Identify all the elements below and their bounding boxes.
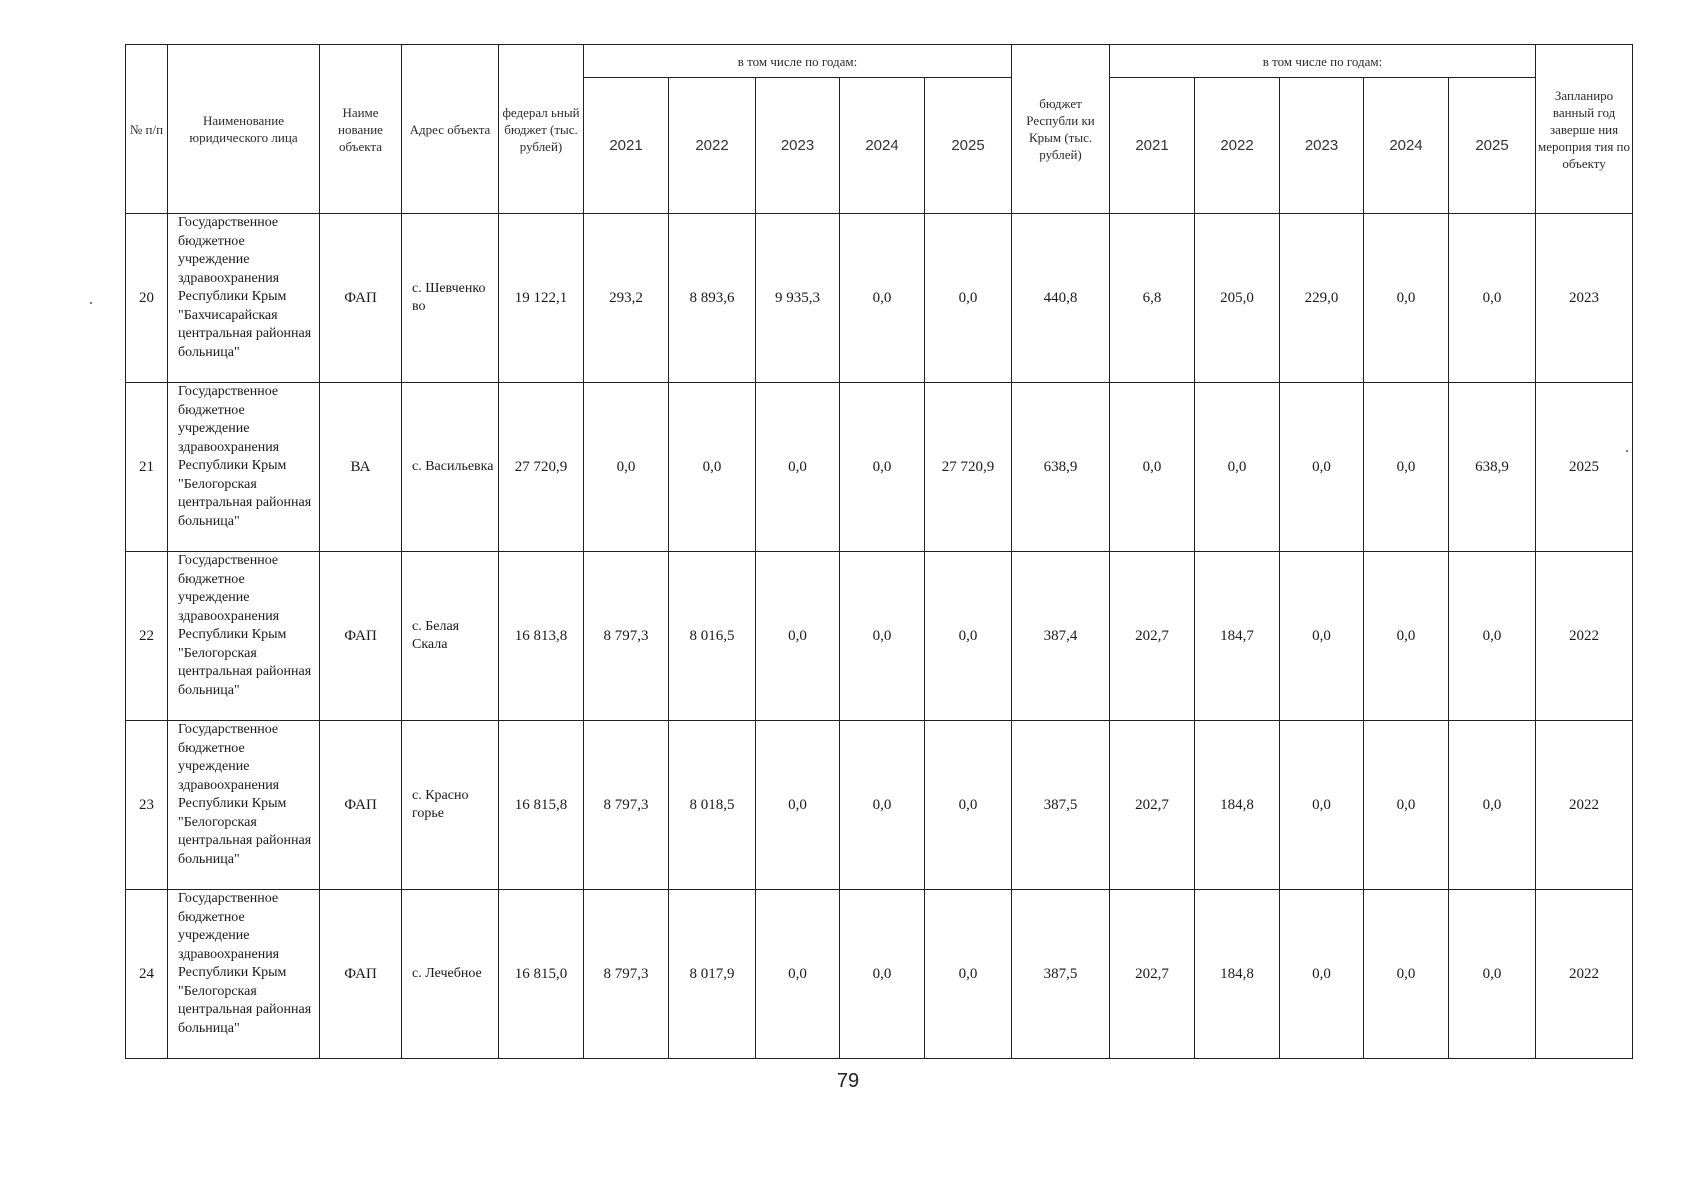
fed-2024-cell: 0,0 (840, 383, 925, 552)
scan-speck (1626, 450, 1628, 452)
reg-2022-cell: 184,8 (1195, 890, 1280, 1059)
reg-2022-cell: 0,0 (1195, 383, 1280, 552)
federal-budget-cell: 16 813,8 (499, 552, 584, 721)
header-planned-year: Запланиро ванный год заверше ния мероприя тия по объекту (1536, 45, 1633, 214)
reg-2024-cell: 0,0 (1364, 214, 1449, 383)
reg-2023-cell: 0,0 (1280, 890, 1364, 1059)
fed-2022-cell: 8 017,9 (669, 890, 756, 1059)
header-reg-year-2024: 2024 (1364, 78, 1449, 214)
legal-entity-cell: Государственное бюджетное учреждение здравоохранения Республики Крым "Белогорская центральная районная больница" (168, 721, 320, 890)
document-sheet (125, 44, 1632, 1063)
fed-2025-cell: 0,0 (925, 721, 1012, 890)
federal-budget-cell: 27 720,9 (499, 383, 584, 552)
reg-2023-cell: 0,0 (1280, 721, 1364, 890)
object-name-cell: ФАП (320, 890, 402, 1059)
header-fed-year-2023: 2023 (756, 78, 840, 214)
reg-2022-cell: 184,8 (1195, 721, 1280, 890)
planned-year-cell: 2022 (1536, 552, 1633, 721)
table-row (126, 383, 1633, 552)
fed-2023-cell: 9 935,3 (756, 214, 840, 383)
reg-2021-cell: 202,7 (1110, 721, 1195, 890)
header-fed-year-2021: 2021 (584, 78, 669, 214)
planned-year-cell: 2025 (1536, 383, 1633, 552)
fed-2023-cell: 0,0 (756, 552, 840, 721)
regional-budget-cell: 440,8 (1012, 214, 1110, 383)
header-reg-year-2022: 2022 (1195, 78, 1280, 214)
reg-2021-cell: 202,7 (1110, 890, 1195, 1059)
table-row (126, 721, 1633, 890)
reg-2021-cell: 202,7 (1110, 552, 1195, 721)
header-fed-year-2024: 2024 (840, 78, 925, 214)
reg-2023-cell: 0,0 (1280, 552, 1364, 721)
reg-2025-cell: 0,0 (1449, 214, 1536, 383)
reg-2023-cell: 229,0 (1280, 214, 1364, 383)
fed-2025-cell: 0,0 (925, 214, 1012, 383)
row-num: 23 (126, 721, 168, 890)
object-name-cell: ФАП (320, 721, 402, 890)
reg-2025-cell: 0,0 (1449, 890, 1536, 1059)
address-cell: с. Васильевка (402, 383, 499, 552)
header-federal-budget: федерал ьный бюджет (тыс. рублей) (499, 45, 584, 214)
address-cell: с. Шевченко во (402, 214, 499, 383)
budget-table (125, 44, 1633, 1059)
planned-year-cell: 2023 (1536, 214, 1633, 383)
planned-year-cell: 2022 (1536, 890, 1633, 1059)
fed-2022-cell: 8 893,6 (669, 214, 756, 383)
fed-2024-cell: 0,0 (840, 552, 925, 721)
header-address: Адрес объекта (402, 45, 499, 214)
fed-2023-cell: 0,0 (756, 383, 840, 552)
object-name-cell: ВА (320, 383, 402, 552)
legal-entity-cell: Государственное бюджетное учреждение здравоохранения Республики Крым "Бахчисарайская центральная районная больница" (168, 214, 320, 383)
regional-budget-cell: 638,9 (1012, 383, 1110, 552)
federal-budget-cell: 16 815,8 (499, 721, 584, 890)
row-num: 22 (126, 552, 168, 721)
fed-2025-cell: 0,0 (925, 890, 1012, 1059)
header-regional-by-years: в том числе по годам: (1110, 45, 1536, 78)
fed-2025-cell: 0,0 (925, 552, 1012, 721)
reg-2022-cell: 205,0 (1195, 214, 1280, 383)
fed-2023-cell: 0,0 (756, 721, 840, 890)
fed-2024-cell: 0,0 (840, 890, 925, 1059)
row-num: 21 (126, 383, 168, 552)
header-object-name: Наиме нование объекта (320, 45, 402, 214)
address-cell: с. Лечебное (402, 890, 499, 1059)
header-regional-budget: бюджет Республи ки Крым (тыс. рублей) (1012, 45, 1110, 214)
fed-2021-cell: 8 797,3 (584, 721, 669, 890)
federal-budget-cell: 19 122,1 (499, 214, 584, 383)
fed-2022-cell: 8 018,5 (669, 721, 756, 890)
header-num: № п/п (126, 45, 168, 214)
reg-2023-cell: 0,0 (1280, 383, 1364, 552)
fed-2021-cell: 8 797,3 (584, 552, 669, 721)
table-row (126, 890, 1633, 1059)
reg-2022-cell: 184,7 (1195, 552, 1280, 721)
header-reg-year-2021: 2021 (1110, 78, 1195, 214)
regional-budget-cell: 387,4 (1012, 552, 1110, 721)
fed-2023-cell: 0,0 (756, 890, 840, 1059)
legal-entity-cell: Государственное бюджетное учреждение здравоохранения Республики Крым "Белогорская центральная районная больница" (168, 552, 320, 721)
table-row (126, 214, 1633, 383)
federal-budget-cell: 16 815,0 (499, 890, 584, 1059)
fed-2022-cell: 0,0 (669, 383, 756, 552)
reg-2021-cell: 0,0 (1110, 383, 1195, 552)
row-num: 24 (126, 890, 168, 1059)
reg-2024-cell: 0,0 (1364, 721, 1449, 890)
fed-2021-cell: 293,2 (584, 214, 669, 383)
table-row (126, 552, 1633, 721)
fed-2024-cell: 0,0 (840, 721, 925, 890)
regional-budget-cell: 387,5 (1012, 721, 1110, 890)
reg-2025-cell: 0,0 (1449, 721, 1536, 890)
reg-2025-cell: 638,9 (1449, 383, 1536, 552)
reg-2024-cell: 0,0 (1364, 383, 1449, 552)
legal-entity-cell: Государственное бюджетное учреждение здравоохранения Республики Крым "Белогорская центральная районная больница" (168, 890, 320, 1059)
header-reg-year-2025: 2025 (1449, 78, 1536, 214)
object-name-cell: ФАП (320, 214, 402, 383)
fed-2025-cell: 27 720,9 (925, 383, 1012, 552)
page-number: 79 (836, 1070, 860, 1092)
fed-2024-cell: 0,0 (840, 214, 925, 383)
reg-2021-cell: 6,8 (1110, 214, 1195, 383)
address-cell: с. Красно горье (402, 721, 499, 890)
header-legal-entity: Наименование юридического лица (168, 45, 320, 214)
header-federal-by-years: в том числе по годам: (584, 45, 1012, 78)
planned-year-cell: 2022 (1536, 721, 1633, 890)
fed-2021-cell: 0,0 (584, 383, 669, 552)
fed-2021-cell: 8 797,3 (584, 890, 669, 1059)
object-name-cell: ФАП (320, 552, 402, 721)
address-cell: с. Белая Скала (402, 552, 499, 721)
fed-2022-cell: 8 016,5 (669, 552, 756, 721)
reg-2024-cell: 0,0 (1364, 890, 1449, 1059)
reg-2024-cell: 0,0 (1364, 552, 1449, 721)
regional-budget-cell: 387,5 (1012, 890, 1110, 1059)
legal-entity-cell: Государственное бюджетное учреждение здравоохранения Республики Крым "Белогорская центральная районная больница" (168, 383, 320, 552)
header-fed-year-2022: 2022 (669, 78, 756, 214)
reg-2025-cell: 0,0 (1449, 552, 1536, 721)
header-fed-year-2025: 2025 (925, 78, 1012, 214)
row-num: 20 (126, 214, 168, 383)
header-reg-year-2023: 2023 (1280, 78, 1364, 214)
scan-speck (90, 302, 92, 304)
